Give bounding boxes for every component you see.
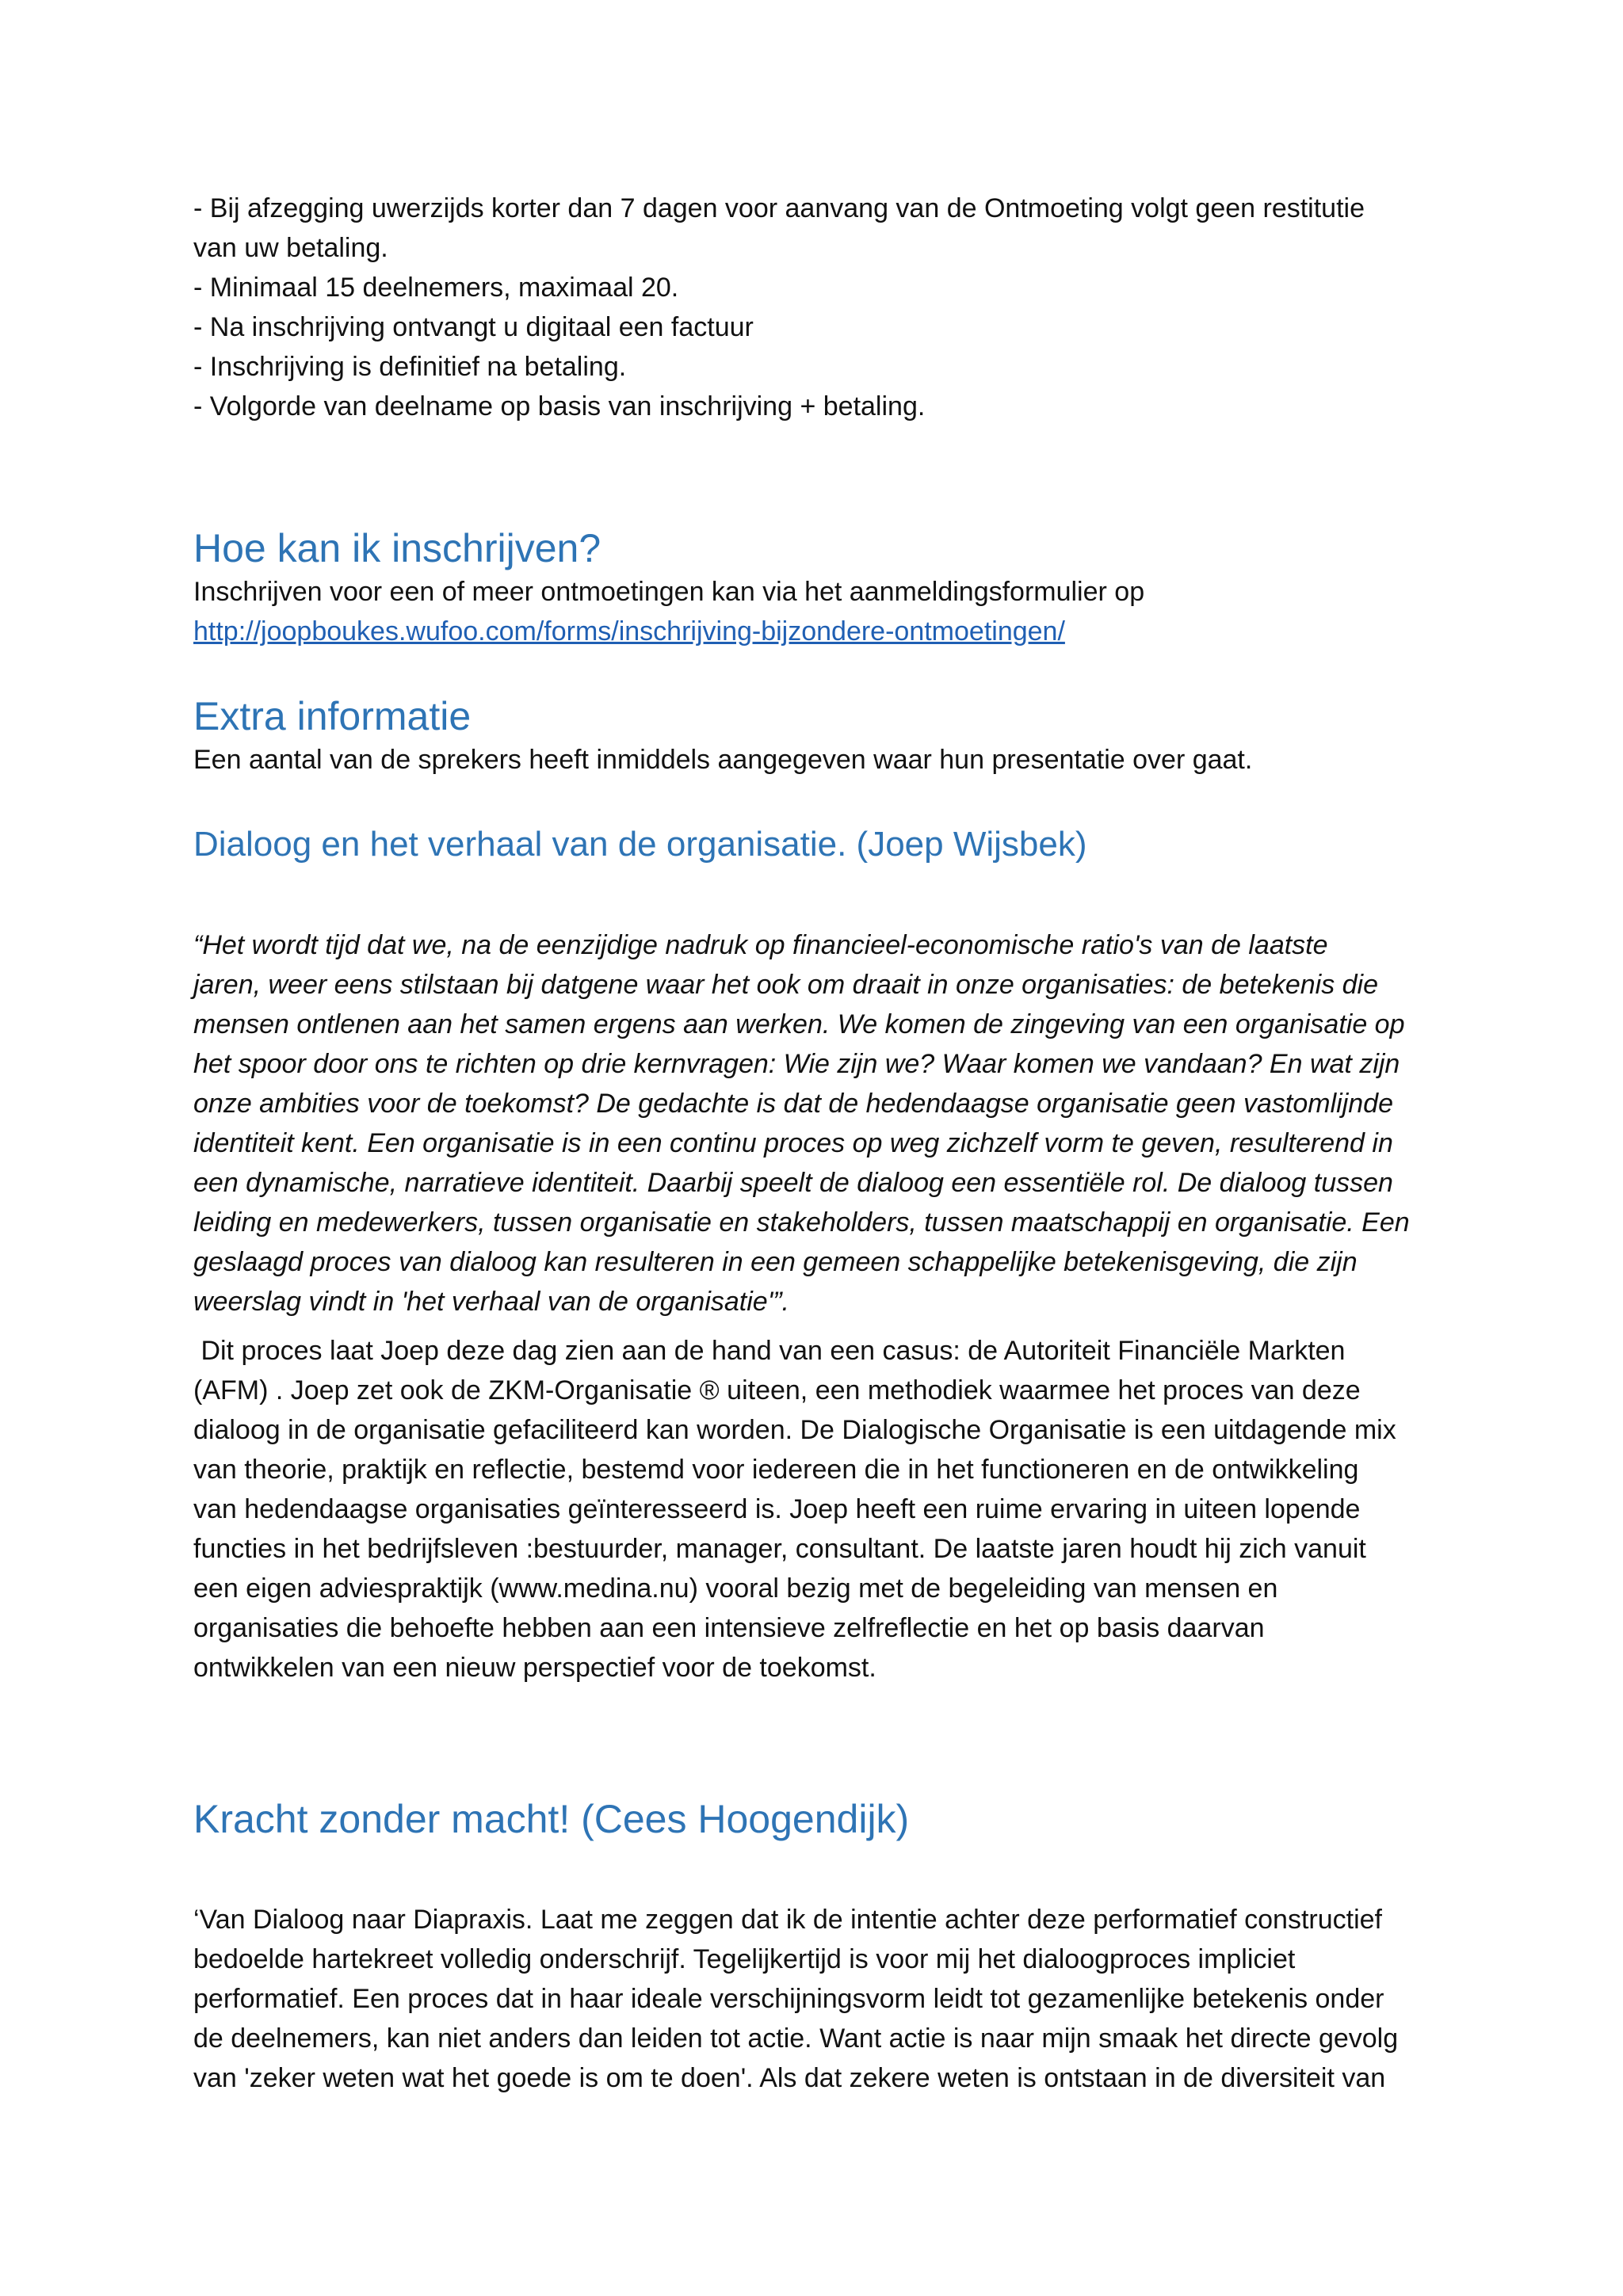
body-line: bedoelde hartekreet volledig onderschrijf. Tegelijkertijd is voor mij het dialoogproces impliciet <box>193 1944 1296 1974</box>
signup-section <box>193 524 1442 651</box>
body-line: van hedendaagse organisaties geïnteresseerd is. Joep heeft een ruime ervaring in uiteen lopende <box>193 1494 1361 1524</box>
quote-line: het spoor door ons te richten op drie kernvragen: Wie zijn we? Waar komen we vandaan? En wat zijn <box>193 1049 1400 1079</box>
extra-text: Een aantal van de sprekers heeft inmiddels aangegeven waar hun presentatie over gaat. <box>193 745 1253 775</box>
quote-line: jaren, weer eens stilstaan bij datgene waar het ook om draait in onze organisaties: de betekenis die <box>193 970 1379 1000</box>
section1-heading: Dialoog en het verhaal van de organisatie. (Joep Wijsbek) <box>193 825 1087 864</box>
body-line: Dit proces laat Joep deze dag zien aan de hand van een casus: de Autoriteit Financiële Markten <box>193 1336 1346 1366</box>
body-line: de deelnemers, kan niet anders dan leiden tot actie. Want actie is naar mijn smaak het directe gevolg <box>193 2023 1399 2054</box>
body-line: dialoog in de organisatie gefaciliteerd kan worden. De Dialogische Organisatie is een uitdagende mix <box>193 1415 1396 1445</box>
quote-line: weerslag vindt in 'het verhaal van de organisatie'”. <box>193 1287 789 1317</box>
signup-heading: Hoe kan ik inschrijven? <box>193 526 601 570</box>
body-line: functies in het bedrijfsleven :bestuurder, manager, consultant. De laatste jaren houdt hij zich vanuit <box>193 1534 1366 1564</box>
body-line: van 'zeker weten wat het goede is om te doen'. Als dat zekere weten is ontstaan in de diversiteit van <box>193 2063 1386 2093</box>
extra-section <box>193 692 1442 780</box>
signup-link-line <box>193 612 1442 651</box>
condition-line: - Volgorde van deelname op basis van inschrijving + betaling. <box>193 391 926 421</box>
section2-heading: Kracht zonder macht! (Cees Hoogendijk) <box>193 1797 910 1841</box>
body-line: een eigen adviespraktijk (www.medina.nu) vooral bezig met de begeleiding van mensen en <box>193 1573 1278 1604</box>
extra-heading: Extra informatie <box>193 694 472 738</box>
quote-line: leiding en medewerkers, tussen organisatie en stakeholders, tussen maatschappij en organisatie. Een <box>193 1207 1410 1238</box>
condition-line: - Na inschrijving ontvangt u digitaal een factuur <box>193 312 754 342</box>
section2-body <box>193 1900 1442 2098</box>
condition-line: - Inschrijving is definitief na betaling. <box>193 352 627 382</box>
section1-quote <box>193 925 1442 1322</box>
body-line: ontwikkelen van een nieuw perspectief voor de toekomst. <box>193 1653 876 1683</box>
body-line: performatief. Een proces dat in haar ideale verschijningsvorm leidt tot gezamenlijke betekenis onder <box>193 1984 1384 2014</box>
quote-line: onze ambities voor de toekomst? De gedachte is dat de hedendaagse organisatie geen vastomlijnde <box>193 1089 1393 1119</box>
condition-line: van uw betaling. <box>193 233 388 263</box>
section2 <box>193 1795 1442 1843</box>
condition-line: - Minimaal 15 deelnemers, maximaal 20. <box>193 273 679 303</box>
quote-line: een dynamische, narratieve identiteit. Daarbij speelt de dialoog een essentiële rol. De dialoog tussen <box>193 1168 1393 1198</box>
body-line: ‘Van Dialoog naar Diapraxis. Laat me zeggen dat ik de intentie achter deze performatief constructief <box>193 1905 1382 1935</box>
section1 <box>193 822 1442 867</box>
section1-body <box>193 1331 1442 1688</box>
quote-line: “Het wordt tijd dat we, na de eenzijdige nadruk op financieel-economische ratio's van de laatste <box>193 930 1328 960</box>
quote-line: identiteit kent. Een organisatie is in een continu proces op weg zichzelf vorm te geven, resulterend in <box>193 1128 1393 1158</box>
condition-line: - Bij afzegging uwerzijds korter dan 7 dagen voor aanvang van de Ontmoeting volgt geen restitutie <box>193 193 1365 223</box>
conditions-list <box>193 189 1442 426</box>
quote-line: geslaagd proces van dialoog kan resulteren in een gemeen schappelijke betekenisgeving, die zijn <box>193 1247 1358 1277</box>
body-line: organisaties die behoefte hebben aan een intensieve zelfreflectie en het op basis daarvan <box>193 1613 1265 1643</box>
body-line: van theorie, praktijk en reflectie, bestemd voor iedereen die in het functioneren en de ontwikkeling <box>193 1455 1359 1485</box>
body-line: (AFM) . Joep zet ook de ZKM-Organisatie ® uiteen, een methodiek waarmee het proces van deze <box>193 1375 1361 1405</box>
quote-line: mensen ontlenen aan het samen ergens aan werken. We komen de zingeving van een organisatie op <box>193 1009 1405 1039</box>
signup-form-link[interactable]: http://joopboukes.wufoo.com/forms/inschrijving-bijzondere-ontmoetingen/ <box>193 616 1065 646</box>
signup-text: Inschrijven voor een of meer ontmoetingen kan via het aanmeldingsformulier op <box>193 577 1145 607</box>
